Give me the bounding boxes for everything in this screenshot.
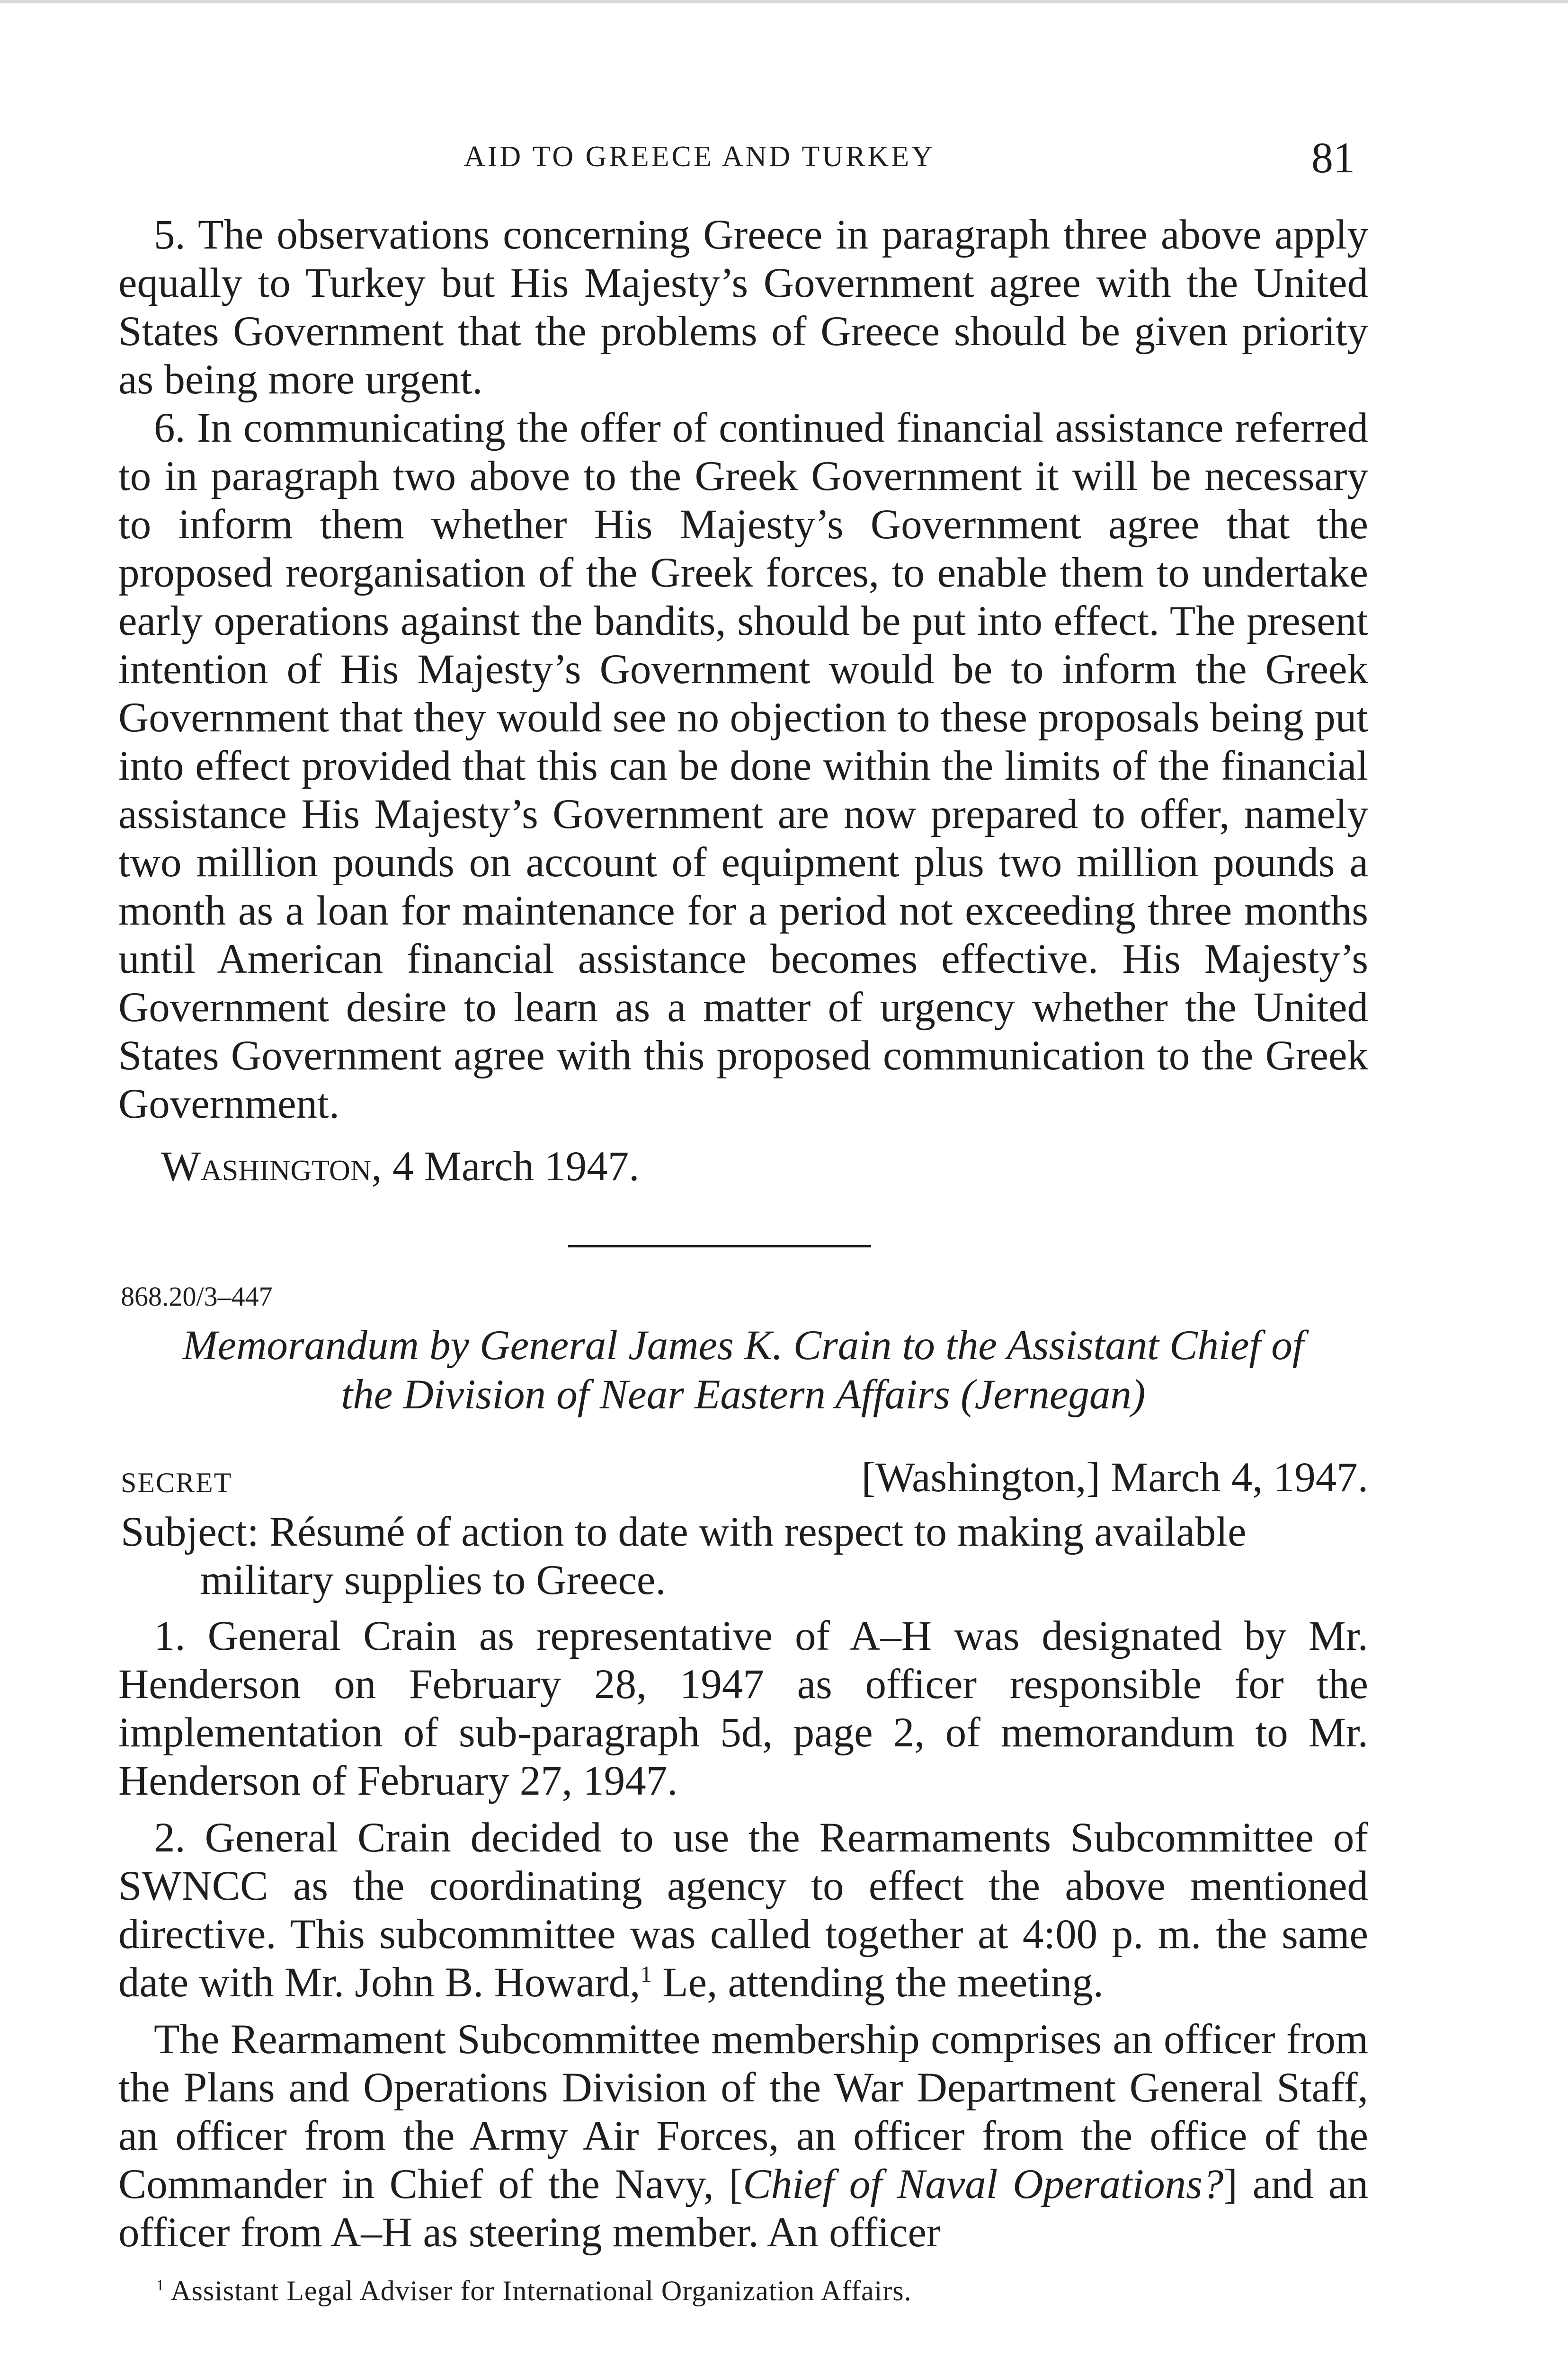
title-line-1: Memorandum by General James K. Crain to the Assistant Chief of [182, 1322, 1304, 1369]
memo-paragraph-3-end: ] and an officer from A–H as steering member. An officer [118, 2161, 1368, 2256]
memorandum-body [118, 1612, 1368, 2257]
paragraph-6: 6. In communicating the offer of continued financial assistance referred to in paragraph two above to the Greek Government it will be necessary to inform them whether His Majesty’s Government agree that the proposed reorganisation of the Greek forces, to enable them to undertake early operations against the bandits, should be put into effect. The present intention of His Majesty’s Government would be to inform the Greek Government that they would see no objection to these proposals being put into effect provided that this can be done within the limits of the financial assistance His Majesty’s Government are now prepared to offer, namely two million pounds on account of equipment plus two million pounds a month as a loan for maintenance for a period not exceeding three months until American financial assistance becomes effective. His Majesty’s Government desire to learn as a matter of urgency whether the United States Government agree with this proposed communication to the Greek Government. [118, 405, 1368, 1127]
sign-place: Washington [161, 1143, 372, 1190]
memo-paragraph-2-text: 2. General Crain decided to use the Rearmaments Subcommittee of SWNCC as the coordinating agency to effect the above mentioned directive. This subcommittee was called together at 4:00 p. m. the same date with Mr. John B. Howard, [118, 1815, 1368, 2006]
footnote [156, 2275, 912, 2307]
memo-paragraph-1: 1. General Crain as representative of A–H was designated by Mr. Henderson on February 28, 1947 as officer responsible for the implementation of sub-paragraph 5d, page 2, of memorandum to Mr. Henderson of February 27, 1947. [118, 1613, 1368, 1804]
running-title: AID TO GREECE AND TURKEY [464, 141, 935, 173]
scan-edge [0, 0, 1568, 3]
classification-line [121, 1453, 1368, 1505]
memo-paragraph-2 [118, 1814, 1368, 2007]
memo-paragraph-3-text: The Rearmament Subcommittee membership comprises an officer from the Plans and Operations Division of the War Department General Staff, an officer from the Army Air Forces, an officer from the office of the Commander in Chief of the Navy, [ [118, 2016, 1368, 2207]
memo-dateline: [Washington,] March 4, 1947. [861, 1454, 1368, 1501]
subject-line-1: Résumé of action to date with respect to making available [269, 1509, 1247, 1555]
footnote-marker: 1 [156, 2277, 165, 2294]
memo-paragraph-2-end: Le, attending the meeting. [651, 1959, 1104, 2006]
sign-date: , 4 March 1947. [371, 1143, 640, 1190]
file-number: 868.20/3–447 [121, 1281, 273, 1312]
signature-line [118, 1142, 1368, 1191]
classification-mark: SECRET [121, 1467, 232, 1498]
memo-paragraph-3 [118, 2015, 1368, 2257]
paragraph-5: 5. The observations concerning Greece in paragraph three above apply equally to Turkey but His Majesty’s Government agree with the United States Government that the problems of Greece should be given priority as being more urgent. [118, 212, 1368, 403]
subject-block [121, 1508, 1368, 1604]
footnote-text: Assistant Legal Adviser for International Organization Affairs. [164, 2275, 912, 2306]
telegram-continuation [118, 211, 1368, 1191]
footnote-ref[interactable]: 1 [640, 1961, 652, 1987]
memorandum-title [118, 1321, 1368, 1419]
title-line-2: the Division of Near Eastern Affairs (Jernegan) [341, 1371, 1146, 1418]
memo-paragraph-3-italic: Chief of Naval Operations? [743, 2161, 1224, 2207]
subject-line-2: military supplies to Greece. [200, 1557, 666, 1603]
section-separator [568, 1245, 871, 1247]
subject-label: Subject: [121, 1509, 259, 1555]
page-number: 81 [1311, 133, 1355, 182]
